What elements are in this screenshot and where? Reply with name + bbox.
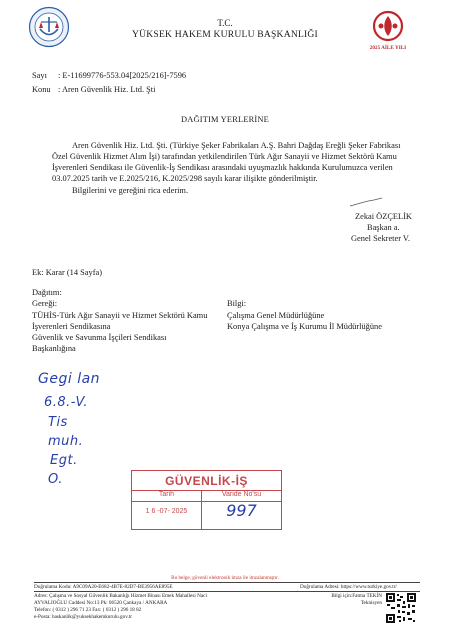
distribution-title: DAĞITIM YERLERİNE xyxy=(181,115,269,124)
sayi-value: : E-11699776-553.04[2025/216]-7596 xyxy=(58,71,187,80)
verification-code: Doğrulama Kodu: A9C09A20-E682-4B7E-82D7-BE3956AE895E xyxy=(34,584,173,590)
signature-name: Zekai ÖZÇELİK xyxy=(355,212,412,221)
signature-title: Başkan a. xyxy=(367,223,400,232)
e-signature-notice: Bu belge, güvenli elektronik imza ile imzalanmıştır. xyxy=(171,575,279,581)
distribution-label: Dağıtım: xyxy=(32,288,62,297)
contact-role: Teknisyen xyxy=(360,600,382,606)
handwritten-note: Tis xyxy=(48,415,68,430)
stamp-date-header: Tarih xyxy=(158,491,175,498)
bilgi-item: Çalışma Genel Müdürlüğüne xyxy=(227,311,325,320)
signature-scribble xyxy=(348,196,388,208)
stamp-number-value: 997 xyxy=(226,501,257,520)
received-stamp xyxy=(131,470,282,530)
gereği-item: Başkanlığına xyxy=(32,344,76,353)
gereği-label: Gereği: xyxy=(32,299,58,308)
handwritten-note: O. xyxy=(48,472,63,487)
signature-title: Genel Sekreter V. xyxy=(351,234,410,243)
handwritten-note: Egt. xyxy=(50,453,78,468)
family-year-caption: 2025 AİLE YILI xyxy=(369,45,407,51)
body-line: Özel Güvenlik Hizmet Alım İşi) tarafından yetkilendirilen Türk Ağır Sanayii ve Hizmet Sektörü Kamu xyxy=(52,152,397,161)
address-line: AYVALIOĞLU Caddesi No:13 Pk: 06520 Çankaya / ANKARA xyxy=(34,600,168,606)
body-line: İşverenleri Sendikası ile Güvenlik-İş Sendikası arasındaki uyuşmazlık hakkında Kurulumuzca verilen xyxy=(52,163,393,172)
email-line: e-Posta: baskanlik@yuksekhakemkurulu.gov.tr xyxy=(34,614,132,620)
bilgi-item: Konya Çalışma ve İş Kurumu İl Müdürlüğüne xyxy=(227,322,382,331)
body-line: Aren Güvenlik Hiz. Ltd. Şti. (Türkiye Şeker Fabrikaları A.Ş. Bahri Dağdaş Ereğli Şeker Fabrikası xyxy=(72,141,401,150)
body-line: 03.07.2025 tarih ve E.2025/216, K.2025/298 sayılı karar ilişikte gönderilmiştir. xyxy=(52,174,318,183)
handwritten-note: muh. xyxy=(48,434,84,449)
sayi-label: Sayı xyxy=(32,71,47,80)
gereği-item: İşverenleri Sendikasına xyxy=(32,322,111,331)
gereği-item: TÜHİS-Türk Ağır Sanayii ve Hizmet Sektörü Kamu xyxy=(32,311,208,320)
address-line: Adres: Çalışma ve Sosyal Güvenlik Bakanlığı Hizmet Binası Emek Mahallesi Naci xyxy=(34,593,207,599)
attachment: Ek: Karar (14 Sayfa) xyxy=(32,268,102,277)
body-closing: Bilgilerini ve gereğini rica ederim. xyxy=(72,186,189,195)
bilgi-label: Bilgi: xyxy=(227,299,247,308)
konu-value: : Aren Güvenlik Hiz. Ltd. Şti xyxy=(58,85,156,94)
stamp-title: GÜVENLİK-İŞ xyxy=(165,474,248,488)
stamp-number-header: Varide No'su xyxy=(221,491,262,498)
phone-line: Telefon: ( 0312 ) 296 71 23 Fax: ( 0312 ) 296 18 82 xyxy=(34,607,142,613)
gereği-item: Güvenlik ve Savunma İşçileri Sendikası xyxy=(32,333,167,342)
header-institution: YÜKSEK HAKEM KURULU BAŞKANLIĞI xyxy=(132,29,318,40)
konu-label: Konu xyxy=(32,85,51,94)
handwritten-note: Gegi lan xyxy=(38,371,101,387)
handwritten-note: 6.8.-V. xyxy=(44,395,89,410)
qr-code-icon xyxy=(385,592,417,624)
header-country: T.C. xyxy=(217,18,233,28)
stamp-date-value: 1 6 -07- 2025 xyxy=(145,508,188,515)
verification-address: Doğrulama Adresi: https://www.turkiye.gov.tr/ xyxy=(300,584,397,590)
contact-person: Bilgi için:Fatma TEKİN xyxy=(331,593,382,599)
